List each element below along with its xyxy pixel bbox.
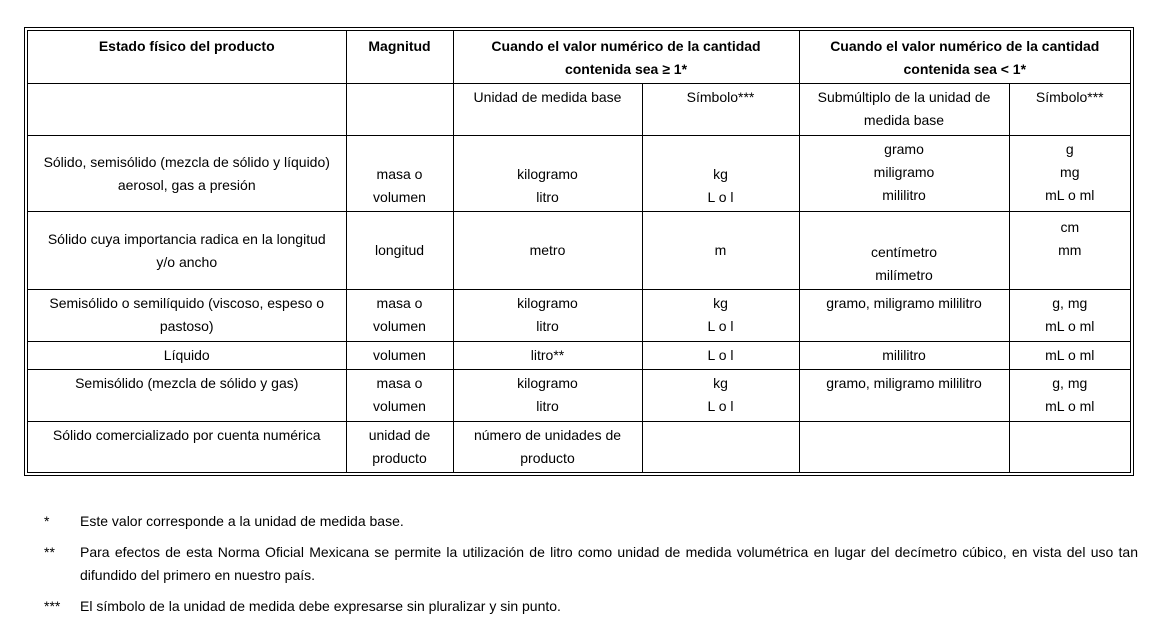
cell-estado: Sólido, semisólido (mezcla de sólido y líquido) aerosol, gas a presión	[28, 136, 346, 212]
footnotes	[44, 510, 1138, 626]
cell-submultiplo	[799, 422, 1009, 473]
cell-simbolo-sub	[1009, 422, 1130, 473]
table-row	[28, 136, 1130, 212]
cell-simbolo: kg L o l	[642, 136, 799, 212]
footnote	[44, 595, 1138, 618]
cell-submultiplo: centímetro milímetro	[799, 212, 1009, 290]
header-mayor: Cuando el valor numérico de la cantidad contenida sea ≥ 1*	[453, 31, 799, 84]
subheader-empty	[346, 84, 453, 136]
footnote-text: Este valor corresponde a la unidad de medida base.	[80, 513, 404, 529]
cell-simbolo: m	[642, 212, 799, 290]
cell-estado: Semisólido o semilíquido (viscoso, espeso o pastoso)	[28, 290, 346, 342]
table-row	[28, 422, 1130, 473]
cell-estado: Semisólido (mezcla de sólido y gas)	[28, 370, 346, 422]
cell-magnitud: longitud	[346, 212, 453, 290]
cell-estado: Sólido comercializado por cuenta numérica	[28, 422, 346, 473]
cell-simbolo-sub: g, mg mL o ml	[1009, 290, 1130, 342]
footnote-text: Para efectos de esta Norma Oficial Mexicana se permite la utilización de litro como unidad de medida volumétrica en lugar del decímetro cúbico, en vista del uso tan difundido del primero en nuestro país.	[80, 544, 1138, 583]
cell-estado: Líquido	[28, 342, 346, 370]
cell-submultiplo: gramo, miligramo mililitro	[799, 370, 1009, 422]
footnote	[44, 541, 1138, 587]
subheader-submultiplo: Submúltiplo de la unidad de medida base	[799, 84, 1009, 136]
cell-unidad: metro	[453, 212, 642, 290]
cell-simbolo-sub: g mg mL o ml	[1009, 136, 1130, 212]
table-row	[28, 370, 1130, 422]
cell-magnitud: unidad de producto	[346, 422, 453, 473]
header-menor: Cuando el valor numérico de la cantidad contenida sea < 1*	[799, 31, 1130, 84]
cell-unidad: kilogramo litro	[453, 370, 642, 422]
subheader-row	[28, 84, 1130, 136]
units-table	[28, 31, 1130, 473]
cell-magnitud: masa o volumen	[346, 370, 453, 422]
cell-unidad: litro**	[453, 342, 642, 370]
footnote-text: El símbolo de la unidad de medida debe expresarse sin pluralizar y sin punto.	[80, 598, 561, 614]
cell-simbolo: kg L o l	[642, 370, 799, 422]
cell-submultiplo: gramo, miligramo mililitro	[799, 290, 1009, 342]
cell-estado: Sólido cuya importancia radica en la longitud y/o ancho	[28, 212, 346, 290]
subheader-unidad-base: Unidad de medida base	[453, 84, 642, 136]
cell-unidad: número de unidades de producto	[453, 422, 642, 473]
table-row	[28, 290, 1130, 342]
cell-magnitud: volumen	[346, 342, 453, 370]
cell-simbolo: L o l	[642, 342, 799, 370]
cell-simbolo-sub: cm mm	[1009, 212, 1130, 290]
footnote-mark: **	[44, 544, 55, 560]
units-table-frame	[24, 27, 1134, 476]
table-row	[28, 342, 1130, 370]
cell-unidad: kilogramo litro	[453, 290, 642, 342]
cell-submultiplo: gramo miligramo mililitro	[799, 136, 1009, 212]
header-magnitud: Magnitud	[346, 31, 453, 84]
subheader-simbolo: Símbolo***	[642, 84, 799, 136]
cell-submultiplo: mililitro	[799, 342, 1009, 370]
header-estado: Estado físico del producto	[28, 31, 346, 84]
subheader-empty	[28, 84, 346, 136]
footnote-mark: ***	[44, 598, 61, 614]
subheader-simbolo-sub: Símbolo***	[1009, 84, 1130, 136]
cell-magnitud: masa o volumen	[346, 136, 453, 212]
cell-simbolo-sub: mL o ml	[1009, 342, 1130, 370]
footnote	[44, 510, 1138, 533]
footnote-mark: *	[44, 513, 50, 529]
cell-simbolo: kg L o l	[642, 290, 799, 342]
table-row	[28, 212, 1130, 290]
header-row	[28, 31, 1130, 84]
cell-simbolo	[642, 422, 799, 473]
cell-magnitud: masa o volumen	[346, 290, 453, 342]
cell-simbolo-sub: g, mg mL o ml	[1009, 370, 1130, 422]
cell-unidad: kilogramo litro	[453, 136, 642, 212]
